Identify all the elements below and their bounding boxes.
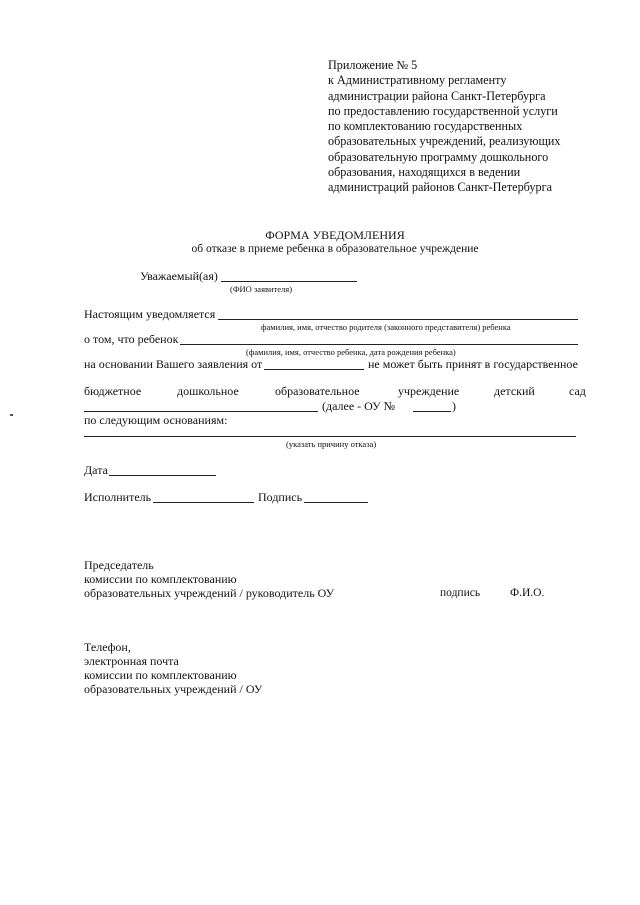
scan-mark [10, 414, 13, 416]
institution-word: детский [494, 384, 535, 398]
form-subtitle: об отказе в приеме ребенка в образовательное учреждение [191, 243, 479, 255]
chairman-line: комиссии по комплектованию [84, 572, 237, 586]
institution-name-field[interactable] [84, 411, 318, 412]
contacts-line: образовательных учреждений / ОУ [84, 682, 263, 696]
institution-word: сад [569, 384, 586, 398]
chairman-fio-label: Ф.И.О. [510, 587, 545, 599]
notify-label: Настоящим уведомляется [84, 307, 216, 321]
contacts-line: Телефон, [84, 640, 131, 654]
header-line: по предоставлению государственной услуги [328, 103, 558, 118]
institution-word: учреждение [398, 384, 460, 398]
reason-hint: (указать причину отказа) [286, 439, 377, 449]
header-line: к Административному регламенту [328, 73, 507, 88]
header-line: по комплектованию государственных [328, 119, 523, 134]
parent-name-hint: фамилия, имя, отчество родителя (законного представителя) ребенка [261, 322, 511, 332]
chairman-line: Председатель [84, 558, 154, 572]
signature-field[interactable] [304, 502, 368, 503]
reasons-label: по следующим основаниям: [84, 413, 228, 427]
signature-label: Подпись [258, 490, 303, 504]
institution-word: дошкольное [177, 384, 239, 398]
applicant-name-field[interactable] [221, 281, 357, 282]
applicant-name-hint: (ФИО заявителя) [230, 284, 293, 294]
greeting-label: Уважаемый(ая) [140, 269, 218, 283]
contacts-line: электронная почта [84, 654, 179, 668]
header-line: образовательную программу дошкольного [328, 149, 549, 164]
ou-label: (далее - ОУ № [322, 399, 396, 413]
parent-name-field[interactable] [218, 319, 578, 320]
appendix-header [328, 58, 561, 196]
executor-label: Исполнитель [84, 490, 152, 504]
header-line: администраций районов Санкт-Петербурга [328, 180, 553, 195]
ou-number-field[interactable] [413, 411, 451, 412]
header-line: образования, находящихся в ведении [328, 165, 521, 180]
date-field[interactable] [109, 475, 216, 476]
chairman-line: образовательных учреждений / руководитель ОУ [84, 586, 335, 600]
reason-field[interactable] [84, 436, 576, 437]
child-name-hint: (фамилия, имя, отчество ребенка, дата рождения ребенка) [246, 347, 456, 357]
header-line: администрации района Санкт-Петербурга [328, 88, 546, 103]
date-label: Дата [84, 463, 108, 477]
child-name-field[interactable] [180, 344, 578, 345]
institution-word: бюджетное [84, 384, 142, 398]
basis-label: на основании Вашего заявления от [84, 357, 263, 371]
header-line: образовательных учреждений, реализующих [328, 134, 561, 149]
chairman-signature-label: подпись [440, 587, 481, 599]
application-date-field[interactable] [264, 369, 364, 370]
institution-word: образовательное [275, 384, 360, 398]
header-line: Приложение № 5 [328, 58, 418, 72]
executor-field[interactable] [153, 502, 254, 503]
basis-tail: не может быть принят в государственное [368, 357, 578, 371]
form-title: ФОРМА УВЕДОМЛЕНИЯ [265, 228, 405, 242]
contacts-line: комиссии по комплектованию [84, 668, 237, 682]
child-label: о том, что ребенок [84, 332, 179, 346]
ou-close: ) [452, 399, 456, 413]
